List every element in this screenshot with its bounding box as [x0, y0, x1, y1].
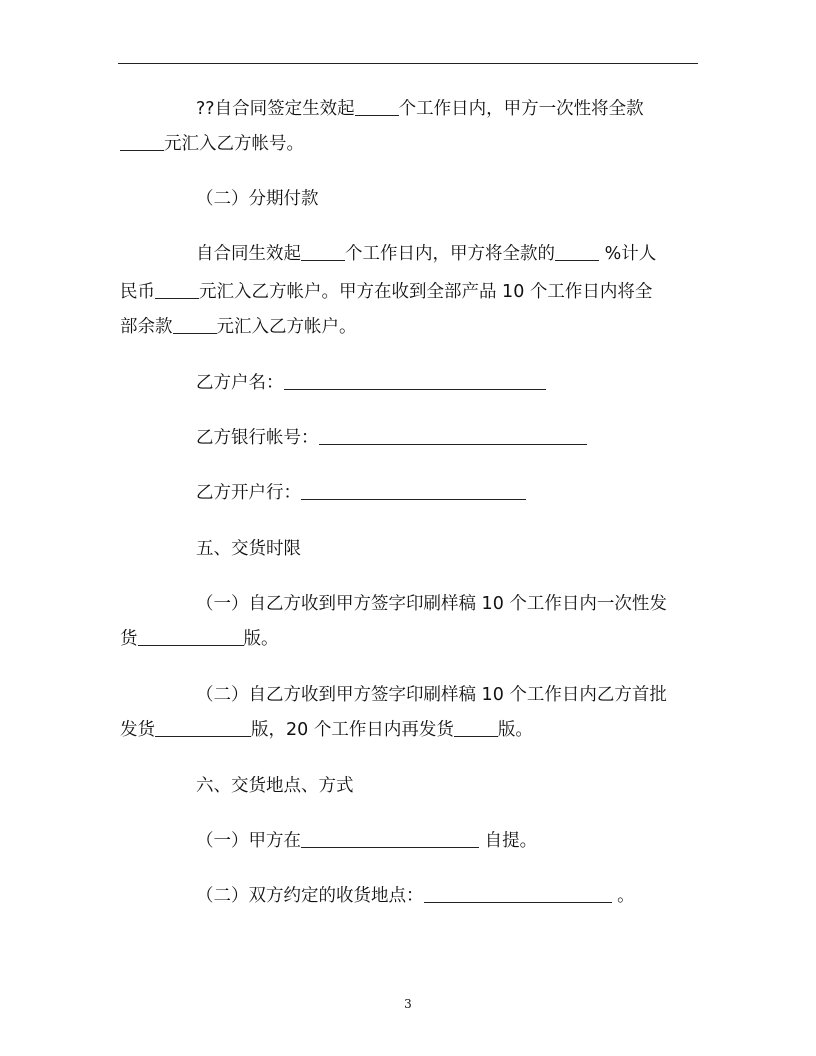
blank-field[interactable] — [155, 282, 199, 299]
delivery-time-item1-line1: （一）自乙方收到甲方签字印刷样稿 10 个工作日内一次性发 — [196, 594, 667, 614]
account-name-field[interactable] — [284, 373, 546, 390]
blank-field[interactable] — [155, 720, 251, 737]
text: 自合同生效起 — [196, 244, 301, 264]
para-installment-line2 — [120, 282, 652, 302]
section-installment-heading: （二）分期付款 — [196, 189, 319, 209]
para-installment-line3 — [120, 317, 357, 337]
text: 版。 — [497, 720, 533, 740]
text: 版，20 个工作日内再发货 — [251, 720, 454, 740]
pickup-location-field[interactable] — [301, 831, 479, 848]
delivery-time-item1-line2 — [120, 629, 279, 649]
blank-field[interactable] — [120, 134, 164, 151]
section-delivery-time-heading: 五、交货时限 — [196, 539, 301, 559]
delivery-location-field[interactable] — [424, 886, 612, 903]
blank-field[interactable] — [301, 244, 345, 261]
text: 。 — [611, 886, 635, 906]
text: 元汇入乙方帐户。甲方在收到全部产品 10 个工作日内将全 — [199, 282, 653, 302]
blank-field[interactable] — [454, 720, 498, 737]
text: （一）甲方在 — [196, 831, 301, 851]
text: 版。 — [243, 629, 279, 649]
text: （二）双方约定的收货地点： — [196, 886, 424, 906]
delivery-place-item1 — [196, 831, 537, 851]
account-bank-label: 乙方开户行： — [196, 483, 301, 503]
section-delivery-place-heading: 六、交货地点、方式 — [196, 776, 354, 796]
text: 货 — [120, 629, 138, 649]
text: 元汇入乙方帐号。 — [164, 134, 304, 154]
blank-field[interactable] — [555, 244, 599, 261]
blank-field[interactable] — [355, 99, 399, 116]
account-number-label: 乙方银行帐号： — [196, 428, 319, 448]
text: %计人 — [599, 244, 657, 264]
text: 发货 — [120, 720, 155, 740]
account-name-row — [196, 373, 546, 393]
blank-field[interactable] — [173, 317, 217, 334]
account-bank-row — [196, 483, 526, 503]
text: 个工作日内，甲方将全款的 — [345, 244, 555, 264]
text: 元汇入乙方帐户。 — [216, 317, 357, 337]
header-rule — [118, 63, 698, 64]
text: 个工作日内，甲方一次性将全款 — [398, 99, 644, 119]
para-payment-line1 — [196, 99, 644, 119]
account-number-row — [196, 428, 587, 448]
delivery-time-item2-line2 — [120, 720, 533, 740]
text: ??自合同签定生效起 — [196, 99, 355, 119]
blank-field[interactable] — [138, 629, 244, 646]
delivery-place-item2 — [196, 886, 635, 906]
text: 部余款 — [120, 317, 173, 337]
para-installment-line1 — [196, 244, 656, 264]
account-number-field[interactable] — [319, 428, 587, 445]
page-number: 3 — [404, 997, 412, 1011]
delivery-time-item2-line1: （二）自乙方收到甲方签字印刷样稿 10 个工作日内乙方首批 — [196, 685, 667, 705]
text: 自提。 — [479, 831, 538, 851]
account-name-label: 乙方户名： — [196, 373, 284, 393]
account-bank-field[interactable] — [301, 483, 526, 500]
text: 民币 — [120, 282, 155, 302]
para-payment-line2 — [120, 134, 304, 154]
